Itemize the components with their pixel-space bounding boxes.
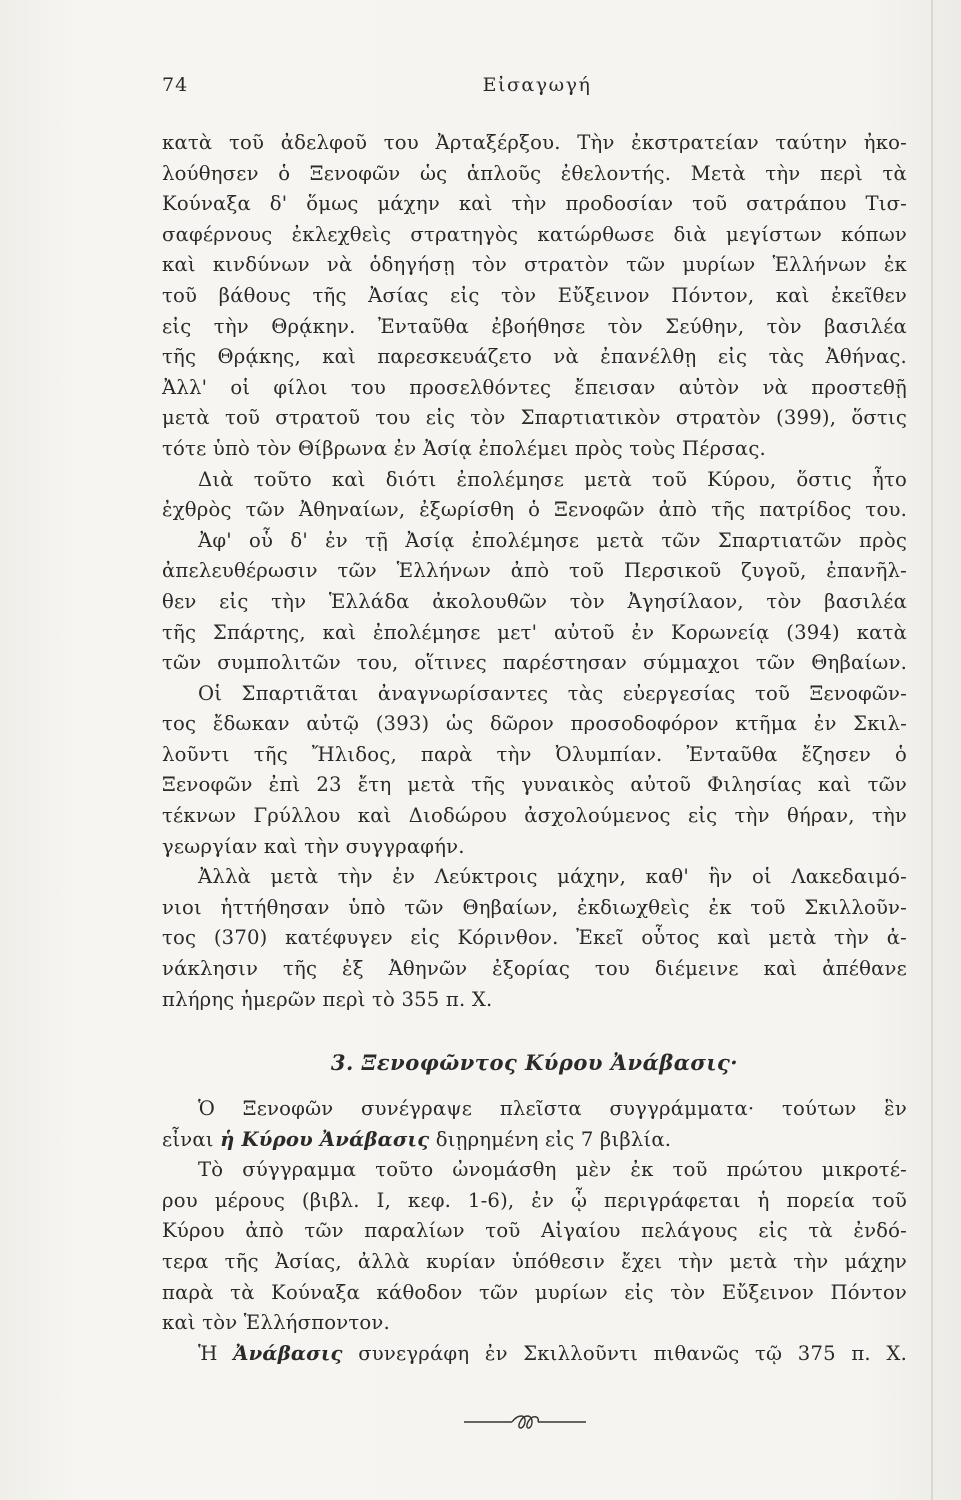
- page-header: [162, 74, 912, 108]
- text-line: ρου μέρους (βιβλ. Ι, κεφ. 1-6), ἐν ᾧ περιγράφεται ἡ πορεία τοῦ: [162, 1188, 907, 1212]
- text-line: Τὸ σύγγραμμα τοῦτο ὠνομάσθη μὲν ἐκ τοῦ πρώτου μικροτέ-: [198, 1158, 907, 1182]
- main-text-block: [162, 128, 907, 1015]
- text-line: Κούναξα δ' ὅμως μάχην καὶ τὴν προδοσίαν τοῦ σατράπου Τισ-: [162, 192, 907, 216]
- section-text-block: [162, 1094, 907, 1369]
- text-line: λούθησεν ὁ Ξενοφῶν ὡς ἁπλοῦς ἐθελοντής. Μετὰ τὴν περὶ τὰ: [162, 161, 907, 185]
- text-span: Ἡ: [198, 1341, 234, 1365]
- book-title: ἡ Κύρου Ἀνάβασις: [220, 1127, 430, 1151]
- text-line: Ἀλλ' οἱ φίλοι του προσελθόντες ἔπεισαν αὐτὸν νὰ προστεθῇ: [162, 375, 907, 399]
- text-line: τῆς Σπάρτης, καὶ ἐπολέμησε μετ' αὐτοῦ ἐν Κορωνείᾳ (394) κατὰ: [162, 620, 907, 644]
- text-line: Ὁ Ξενοφῶν συνέγραψε πλεῖστα συγγράμματα· τούτων ἓν: [198, 1097, 907, 1120]
- text-line: νάκλησιν τῆς ἐξ Ἀθηνῶν ἐξορίας του διέμεινε καὶ ἀπέθανε: [162, 957, 907, 981]
- text-line: εἰς τὴν Θρᾴκην. Ἐνταῦθα ἐβοήθησε τὸν Σεύθην, τὸν βασιλέα: [162, 314, 907, 338]
- text-line: Διὰ τοῦτο καὶ διότι ἐπολέμησε μετὰ τοῦ Κύρου, ὅστις ἦτο: [198, 467, 907, 491]
- text-line: καὶ κινδύνων νὰ ὁδηγήσῃ τὸν στρατὸν τῶν μυρίων Ἑλλήνων ἐκ: [162, 253, 907, 277]
- text-line: ἐχθρὸς τῶν Ἀθηναίων, ἐξωρίσθη ὁ Ξενοφῶν ἀπὸ τῆς πατρίδος του.: [162, 498, 907, 522]
- ornament-divider-icon: [460, 1412, 590, 1432]
- text-line: Ἀφ' οὗ δ' ἐν τῇ Ἀσίᾳ ἐπολέμησε μετὰ τῶν Σπαρτιατῶν πρὸς: [198, 528, 907, 552]
- text-line: σαφέρνους ἐκλεχθεὶς στρατηγὸς κατώρθωσε διὰ μεγίστων κόπων: [162, 222, 907, 246]
- text-line: τῆς Θρᾴκης, καὶ παρεσκευάζετο νὰ ἐπανέλθῃ εἰς τὰς Ἀθήνας.: [162, 345, 907, 369]
- text-line: τος ἔδωκαν αὐτῷ (393) ὡς δῶρον προσοδοφόρον κτῆμα ἐν Σκιλ-: [162, 712, 907, 736]
- text-line: Ἀλλὰ μετὰ τὴν ἐν Λεύκτροις μάχην, καθ' ἣν οἱ Λακεδαιμό-: [198, 865, 907, 889]
- text-line: καὶ τὸν Ἑλλήσποντον.: [162, 1311, 390, 1335]
- text-line: τος (370) κατέφυγεν εἰς Κόρινθον. Ἐκεῖ οὗτος καὶ μετὰ τὴν ἀ-: [162, 926, 907, 950]
- text-line-with-title: [162, 1125, 907, 1156]
- page-number: 74: [162, 74, 189, 96]
- text-line: τέκνων Γρύλλου καὶ Διοδώρου ἀσχολούμενος εἰς τὴν θήραν, τὴν: [162, 804, 907, 828]
- text-line-with-title: [162, 1339, 907, 1370]
- text-line: πλήρης ἡμερῶν περὶ τὸ 355 π. Χ.: [162, 987, 493, 1011]
- text-line: λοῦντι τῆς Ἤλιδος, παρὰ τὴν Ὀλυμπίαν. Ἐνταῦθα ἔζησεν ὁ: [162, 742, 907, 766]
- text-span: εἶναι: [162, 1127, 221, 1151]
- text-line: τότε ὑπὸ τὸν Θίβρωνα ἐν Ἀσίᾳ ἐπολέμει πρὸς τοὺς Πέρσας.: [162, 436, 766, 460]
- section-heading: 3. Ξενοφῶντος Κύρου Ἀνάβασις·: [330, 1050, 739, 1075]
- text-line: κατὰ τοῦ ἀδελφοῦ του Ἀρταξέρξου. Τὴν ἐκστρατείαν ταύτην ἠκο-: [162, 131, 907, 154]
- text-line: τερα τῆς Ἀσίας, ἀλλὰ κυρίαν ὑπόθεσιν ἔχει τὴν μετὰ τὴν μάχην: [162, 1249, 907, 1273]
- text-line: Οἱ Σπαρτιᾶται ἀναγνωρίσαντες τὰς εὐεργεσίας τοῦ Ξενοφῶν-: [198, 681, 907, 705]
- text-line: παρὰ τὰ Κούναξα κάθοδον τῶν μυρίων εἰς τὸν Εὔξεινον Πόντον: [162, 1280, 907, 1304]
- text-line: τοῦ βάθους τῆς Ἀσίας εἰς τὸν Εὔξεινον Πόντον, καὶ ἐκεῖθεν: [162, 283, 907, 307]
- text-line: νιοι ἡττήθησαν ὑπὸ τῶν Θηβαίων, ἐκδιωχθεὶς ἐκ τοῦ Σκιλλοῦν-: [162, 895, 907, 919]
- page-edge-shadow: [931, 0, 933, 1500]
- text-span: συνεγράφη ἐν Σκιλλοῦντι πιθανῶς τῷ 375 π. Χ.: [342, 1341, 907, 1365]
- running-title: Εἰσαγωγή: [482, 74, 592, 96]
- text-line: τῶν συμπολιτῶν του, οἵτινες παρέστησαν σύμμαχοι τῶν Θηβαίων.: [162, 651, 907, 675]
- text-line: θεν εἰς τὴν Ἑλλάδα ἀκολουθῶν τὸν Ἀγησίλαον, τὸν βασιλέα: [162, 589, 907, 613]
- text-line: μετὰ τοῦ στρατοῦ του εἰς τὸν Σπαρτιατικὸν στρατὸν (399), ὅστις: [162, 406, 907, 430]
- text-line: Ξενοφῶν ἐπὶ 23 ἔτη μετὰ τῆς γυναικὸς αὐτοῦ Φιλησίας καὶ τῶν: [162, 773, 907, 797]
- text-line: γεωργίαν καὶ τὴν συγγραφήν.: [162, 834, 465, 858]
- text-span: διῃρημένη εἰς 7 βιβλία.: [429, 1127, 672, 1151]
- text-line: Κύρου ἀπὸ τῶν παραλίων τοῦ Αἰγαίου πελάγους εἰς τὰ ἐνδό-: [162, 1219, 907, 1243]
- text-line: ἀπελευθέρωσιν τῶν Ἑλλήνων ἀπὸ τοῦ Περσικοῦ ζυγοῦ, ἐπανῆλ-: [162, 559, 907, 583]
- book-title: Ἀνάβασις: [233, 1341, 343, 1365]
